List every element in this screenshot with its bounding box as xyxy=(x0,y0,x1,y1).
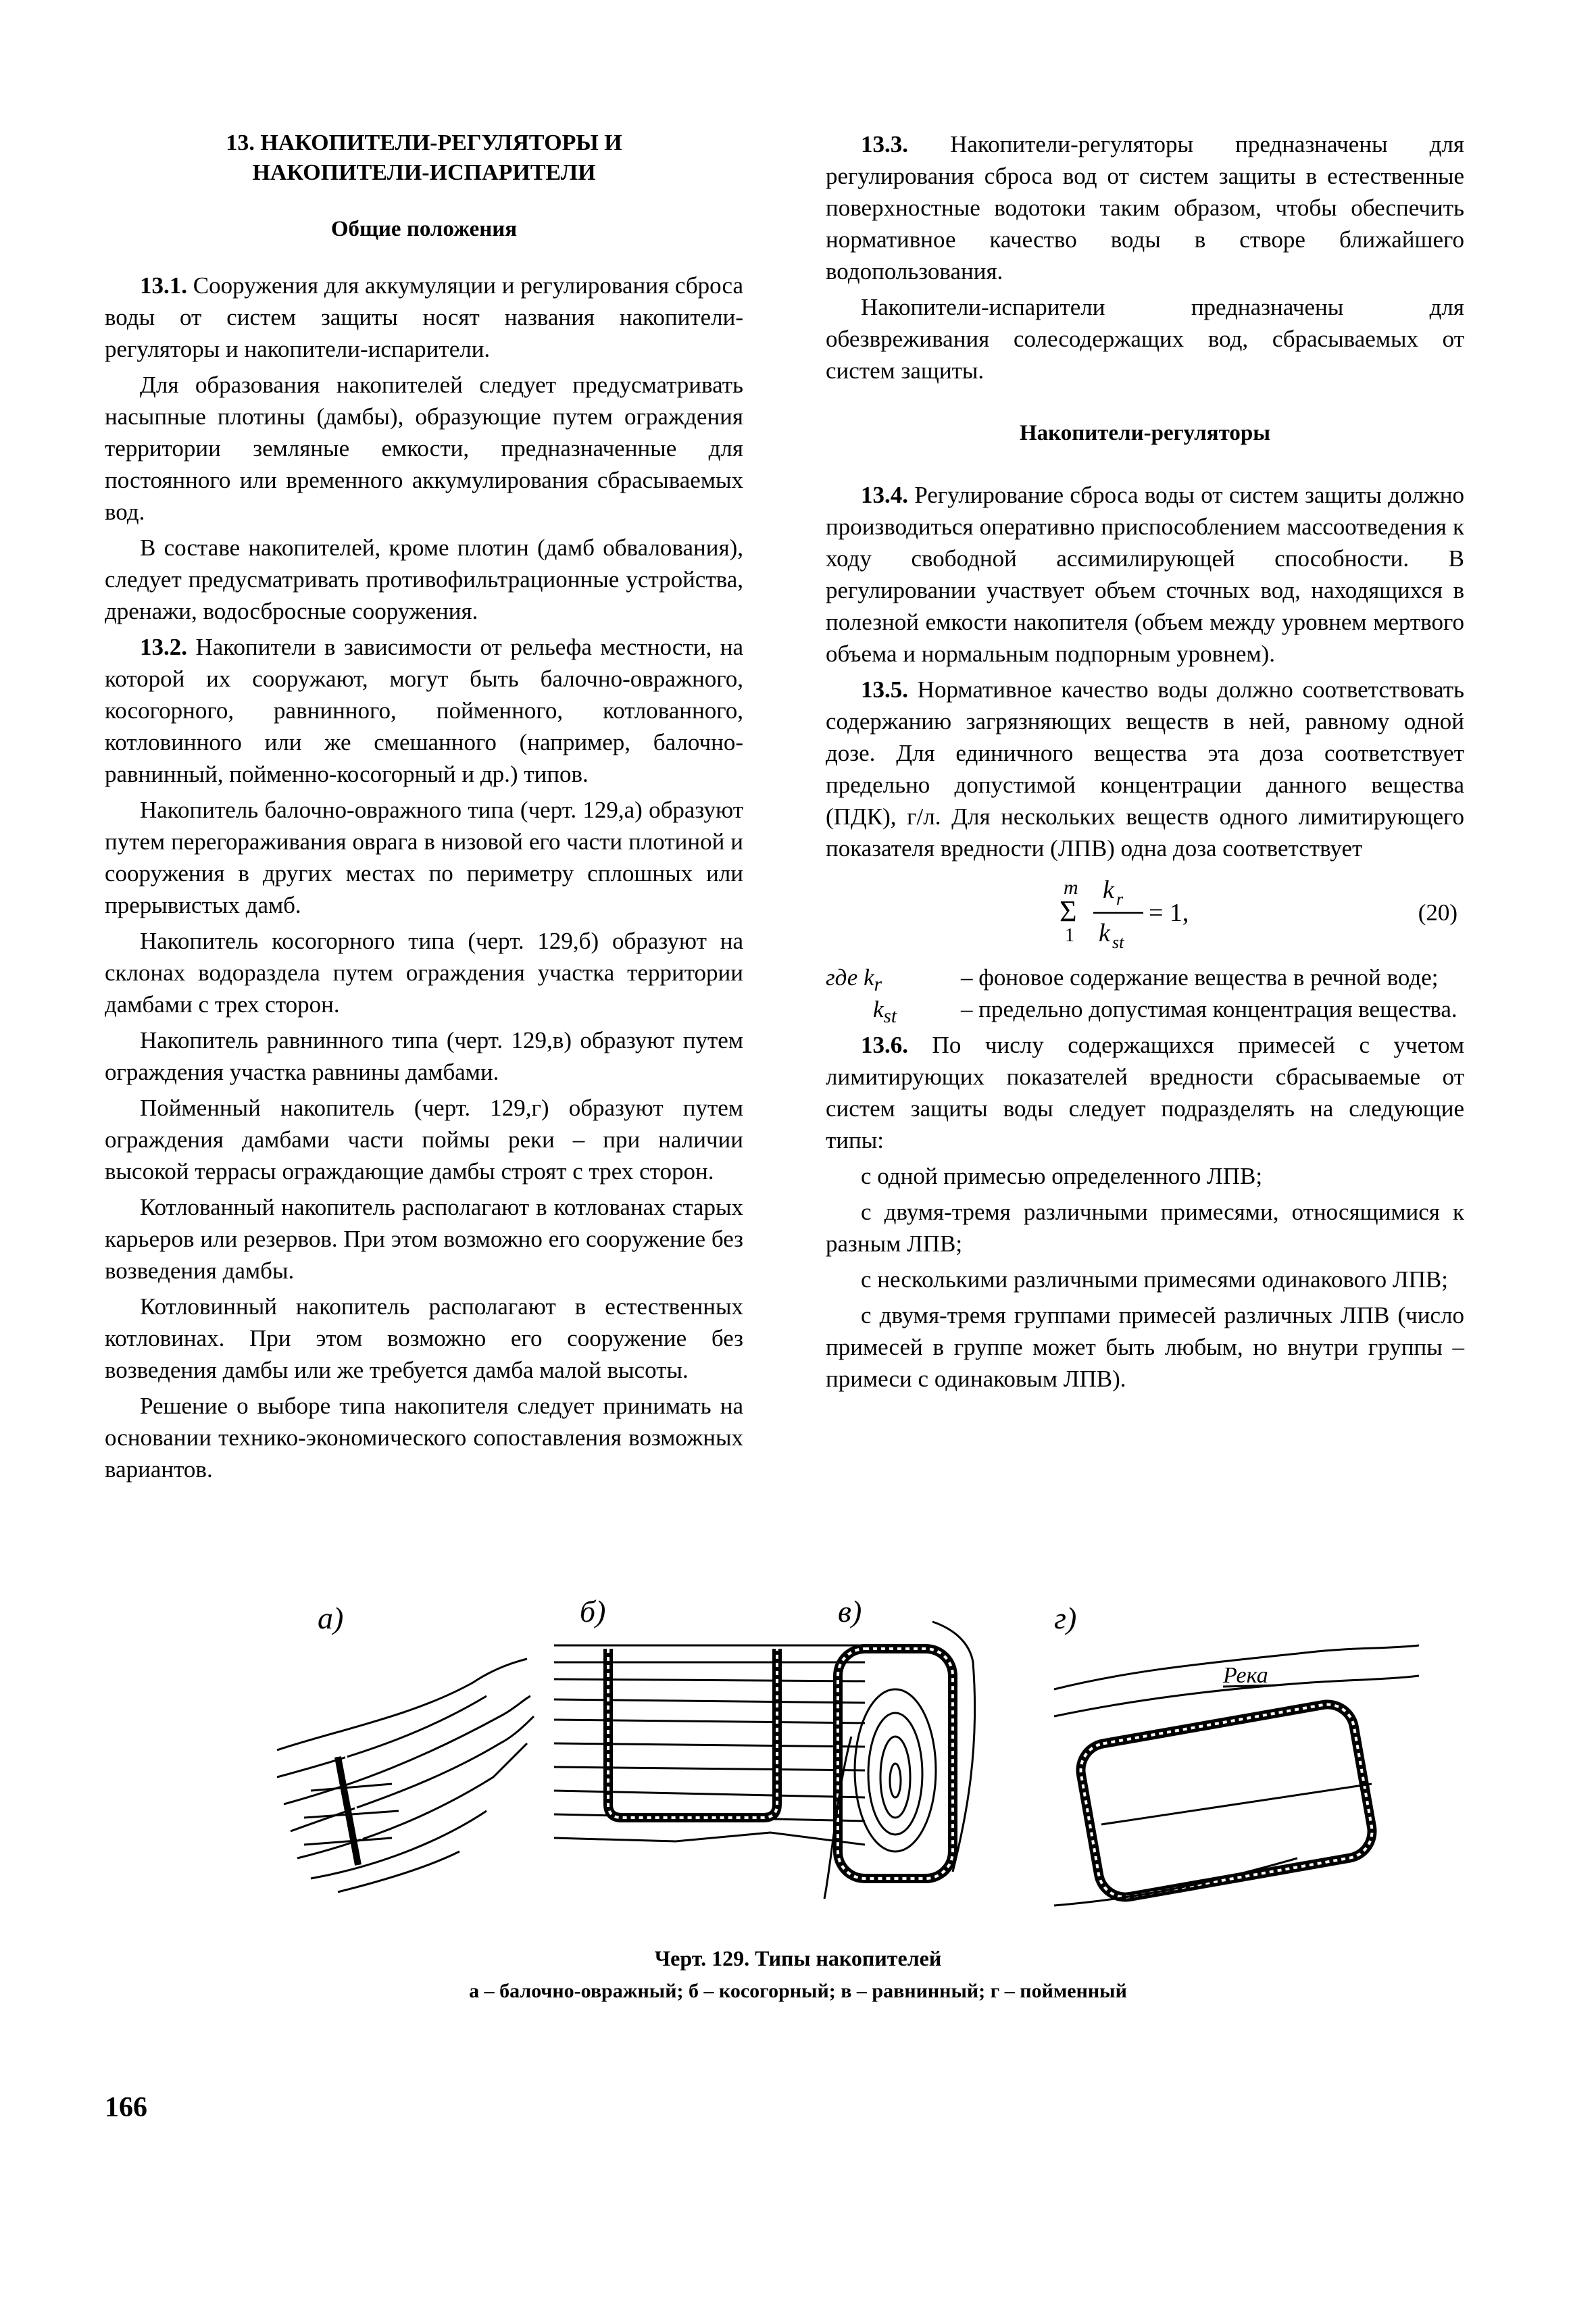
type-item: с двумя-тремя различными примесями, относящимися к разным ЛПВ; xyxy=(826,1199,1464,1257)
paragraph xyxy=(826,1029,1464,1156)
panel-b-slope xyxy=(554,1645,865,1845)
paragraph-text: Накопитель косогорного типа (черт. 129,б) образуют на склонах водораздела путем ограждения участка территории дамбами с трех сторон. xyxy=(105,928,743,1018)
clause-number: 13.5. xyxy=(861,676,908,703)
subsection-heading: Общие положения xyxy=(330,217,518,241)
where-list xyxy=(826,962,1464,1025)
panel-a-label: а) xyxy=(318,1601,344,1635)
type-item: с одной примесью определенного ЛПВ; xyxy=(861,1163,1263,1189)
where-item xyxy=(826,962,1464,993)
paragraph xyxy=(826,479,1464,670)
paragraph xyxy=(105,1390,743,1485)
paragraph-text: Накопитель равнинного типа (черт. 129,в) образуют путем ограждения участка равнины дамбами. xyxy=(105,1027,743,1085)
numerator-k: k xyxy=(1103,876,1114,904)
clause-number: 13.4. xyxy=(861,482,908,508)
formula-number: (20) xyxy=(1418,899,1457,926)
where-text: – фоновое содержание вещества в речной воде; xyxy=(961,964,1439,991)
sum-upper-limit: m xyxy=(1064,876,1078,899)
sum-lower-limit: 1 xyxy=(1065,925,1074,946)
where-item xyxy=(826,993,1464,1025)
paragraph xyxy=(105,270,743,365)
panel-v-label: в) xyxy=(838,1594,862,1628)
paragraph xyxy=(105,925,743,1020)
sum-sign: Σ xyxy=(1059,895,1077,928)
subsection-heading-2: Накопители-регуляторы xyxy=(1019,421,1271,445)
paragraph xyxy=(105,1024,743,1088)
formula-rhs: = 1, xyxy=(1149,899,1189,927)
paragraph-text: Накопитель балочно-овражного типа (черт. 129,а) образуют путем перегораживания оврага в низовой его части плотиной и сооружения в других местах по периметру сплошных или прерывистых дамб. xyxy=(105,797,743,918)
section-title xyxy=(105,128,743,188)
paragraph xyxy=(826,128,1464,287)
paragraph-text: Сооружения для аккумуляции и регулирования сброса воды от систем защиты носят названия накопители-регуляторы и накопители-испарители. xyxy=(105,272,743,362)
panel-g-floodplain xyxy=(1054,1645,1419,1906)
panel-g-label: г) xyxy=(1054,1601,1077,1635)
figure-caption-title: Черт. 129. Типы накопителей xyxy=(654,1946,942,1970)
clause-number: 13.3. xyxy=(861,131,908,157)
paragraph-text: Для образования накопителей следует предусматривать насыпные плотины (дамбы), образующие путем ограждения территории земляные емкости, предназначенные для постоянного или временного аккумулирования сбрасываемых вод. xyxy=(105,372,743,525)
clause-number: 13.6. xyxy=(861,1032,908,1058)
clause-number: 13.2. xyxy=(140,634,187,660)
left-column xyxy=(105,128,743,1489)
section-title-line1: 13. НАКОПИТЕЛИ-РЕГУЛЯТОРЫ И xyxy=(226,130,622,155)
paragraph-text: Пойменный накопитель (черт. 129,г) образуют путем ограждения дамбами части поймы реки – при наличии высокой террасы ограждающие дамбы строят с трех сторон. xyxy=(105,1095,743,1185)
denominator-k: k xyxy=(1099,919,1110,947)
where-symbol-sub: st xyxy=(883,1005,897,1027)
paragraph-text: В составе накопителей, кроме плотин (дамб обвалования), следует предусматривать противофильтрационные устройства, дренажи, водосбросные сооружения. xyxy=(105,534,743,624)
panel-b-label: б) xyxy=(580,1594,606,1628)
type-item: с несколькими различными примесями одинакового ЛПВ; xyxy=(861,1266,1448,1293)
paragraph-text: Регулирование сброса воды от систем защиты должно производиться оперативно приспособлением массоотведения к ходу свободной ассимилирующей способности. В регулировании участвует объем сточных вод, находящихся в полезной емкости накопителя (объем между уровнем мертвого объема и нормальным подпорным уровнем). xyxy=(826,482,1464,667)
figure-caption-legend: а – балочно-овражный; б – косогорный; в – равнинный; г – пойменный xyxy=(469,1980,1127,2002)
type-item: с двумя-тремя группами примесей различных ЛПВ (число примесей в группе может быть любым, но внутри группы – примеси с одинаковым ЛПВ). xyxy=(826,1302,1464,1392)
right-column xyxy=(826,128,1464,1399)
figure-drawing xyxy=(257,1581,1500,1946)
right-paragraphs-c xyxy=(826,1029,1464,1156)
paragraph xyxy=(105,1291,743,1386)
paragraph-text: Нормативное качество воды должно соответствовать содержанию загрязняющих веществ в ней, равному одной дозе. Для единичного вещества эта доза соответствует предельно допустимой концентрации данного вещества (ПДК), г/л. Для нескольких веществ одного лимитирующего показателя вредности (ЛПВ) одна доза соответствует xyxy=(826,676,1464,862)
where-symbol-main: где k xyxy=(826,964,874,991)
numerator-sub: r xyxy=(1116,889,1124,909)
paragraph-text: Накопители-испарители предназначены для обезвреживания солесодержащих вод, сбрасываемых от систем защиты. xyxy=(826,294,1464,384)
types-list xyxy=(826,1160,1464,1395)
paragraph-text: Котлованный накопитель располагают в котлованах старых карьеров или резервов. При этом возможно его сооружение без возведения дамбы. xyxy=(105,1194,743,1284)
where-symbol xyxy=(873,993,897,1032)
right-paragraphs-b xyxy=(826,479,1464,864)
left-paragraphs xyxy=(105,270,743,1485)
page-number: 166 xyxy=(105,2092,147,2123)
where-text: – предельно допустимая концентрация вещества. xyxy=(961,996,1457,1022)
paragraph xyxy=(105,1092,743,1187)
figure-129 xyxy=(257,1581,1500,1946)
river-label: Река xyxy=(1223,1663,1268,1688)
paragraph-text: Накопители в зависимости от рельефа местности, на которой их сооружают, могут быть балочно-овражного, косогорного, равнинного, пойменного, котлованного, котловинного или же смешанного (например, балочно-равнинный, пойменно-косогорный и др.) типов. xyxy=(105,634,743,787)
paragraph xyxy=(105,532,743,627)
paragraph xyxy=(105,794,743,921)
formula-20 xyxy=(826,874,1464,955)
paragraph xyxy=(105,1191,743,1287)
where-symbol-main: k xyxy=(873,996,884,1022)
denominator-sub: st xyxy=(1112,932,1124,952)
paragraph-text: Котловинный накопитель располагают в естественных котловинах. При этом возможно его сооружение без возведения дамбы или же требуется дамба малой высоты. xyxy=(105,1293,743,1383)
section-title-line2: НАКОПИТЕЛИ-ИСПАРИТЕЛИ xyxy=(252,160,596,185)
formula-graphic xyxy=(826,874,1464,955)
panel-a-ravine xyxy=(277,1659,534,1892)
paragraph xyxy=(826,674,1464,864)
paragraph-text: Решение о выборе типа накопителя следует принимать на основании технико-экономического сопоставления возможных вариантов. xyxy=(105,1393,743,1483)
paragraph xyxy=(105,369,743,528)
where-symbol-sub: r xyxy=(874,974,882,995)
paragraph xyxy=(826,291,1464,387)
paragraph-text: Накопители-регуляторы предназначены для регулирования сброса вод от систем защиты в естественные поверхностные водотоки таким образом, чтобы обеспечить нормативное качество воды в створе ближайшего водопользования. xyxy=(826,131,1464,284)
paragraph xyxy=(105,631,743,790)
right-paragraphs-a xyxy=(826,128,1464,387)
paragraph-text: По числу содержащихся примесей с учетом лимитирующих показателей вредности сбрасываемые от систем защиты воды следует подразделять на следующие типы: xyxy=(826,1032,1464,1153)
clause-number: 13.1. xyxy=(140,272,187,299)
